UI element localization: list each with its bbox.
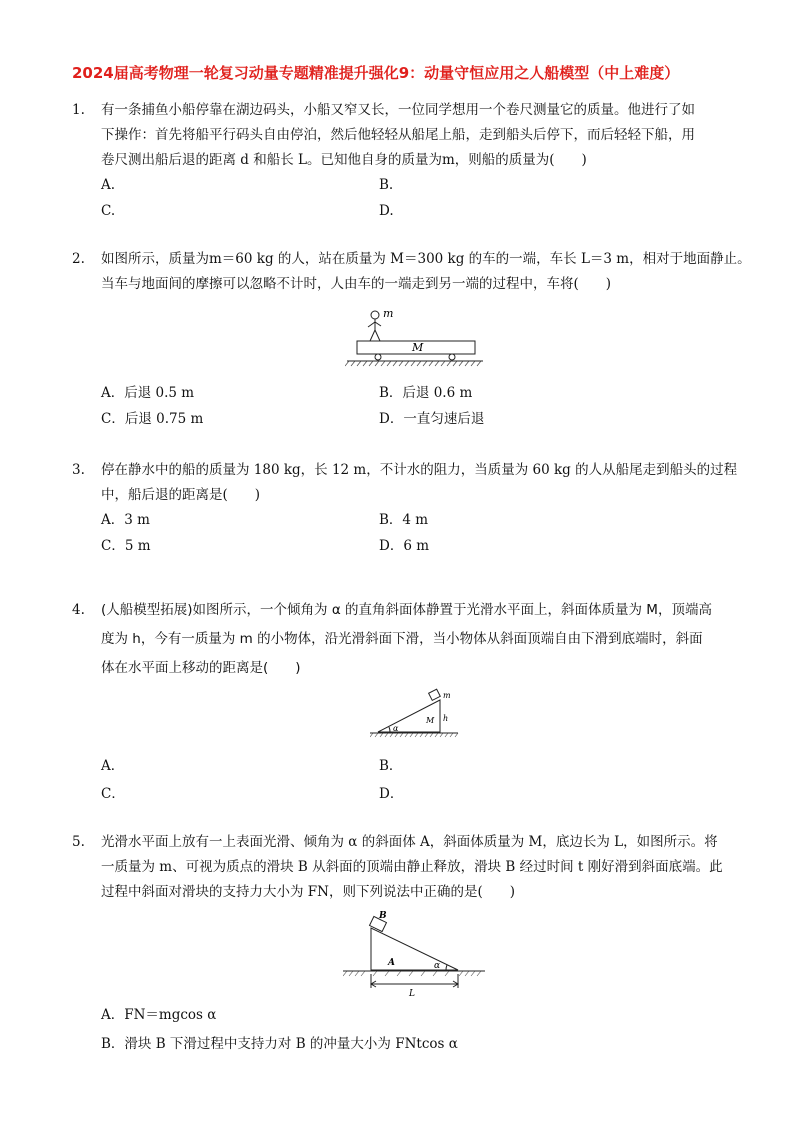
option-d: D.: [379, 203, 394, 219]
question-3: [72, 458, 752, 562]
options: [101, 508, 752, 562]
question-line: 光滑水平面上放有一上表面光滑、倾角为 α 的斜面体 A，斜面体质量为 M，底边长为 L，如图所示。将: [101, 834, 718, 850]
option-c: C．: [101, 786, 125, 802]
option-b: B．: [379, 758, 403, 774]
question-number: 1.: [72, 102, 85, 118]
question-number: 5.: [72, 834, 85, 850]
option-a: A．后退 0.5 m: [101, 385, 195, 401]
options: [101, 381, 752, 435]
option-d: D．: [379, 786, 404, 802]
question-line: 停在静水中的船的质量为 180 kg，长 12 m，不计水的阻力，当质量为 60 kg 的人从船尾走到船头的过程: [101, 462, 738, 478]
option-c: C．5 m: [101, 538, 151, 554]
question-2: [72, 247, 752, 297]
option-b: B．滑块 B 下滑过程中支持力对 B 的冲量大小为 FNtcos α: [101, 1036, 458, 1052]
label-A: A: [388, 958, 395, 968]
option-a: A．3 m: [101, 512, 150, 528]
question-2-options: [72, 381, 752, 435]
label-M: M: [412, 341, 424, 354]
question-5-options: [72, 1003, 752, 1057]
question-line: 卷尺测出船后退的距离 d 和船长 L。已知他自身的质量为m，则船的质量为( ): [101, 152, 587, 168]
option-d: D．6 m: [379, 538, 430, 554]
label-alpha: α: [393, 724, 399, 733]
label-B: B: [379, 911, 387, 921]
question-number: 3.: [72, 462, 85, 478]
label-L: L: [409, 989, 415, 998]
option-b: B.: [379, 177, 394, 193]
option-a: A．FN＝mgcos α: [101, 1007, 217, 1023]
option-c: C.: [101, 203, 116, 219]
question-line: 下操作：首先将船平行码头自由停泊，然后他轻轻从船尾上船，走到船头后停下，而后轻轻下船，用: [101, 127, 695, 143]
label-m: m: [383, 307, 394, 320]
label-M: M: [426, 716, 435, 725]
question-line: 一质量为 m、可视为质点的滑块 B 从斜面的顶端由静止释放，滑块 B 经过时间 t 刚好滑到斜面底端。此: [101, 859, 723, 875]
question-4: [72, 596, 752, 683]
label-h: h: [443, 714, 449, 723]
question-number: 4.: [72, 602, 85, 618]
options: [101, 173, 752, 227]
label-m: m: [443, 691, 451, 700]
label-alpha: α: [434, 961, 441, 971]
option-b: B．4 m: [379, 512, 429, 528]
option-b: B．后退 0.6 m: [379, 385, 473, 401]
option-c: C．后退 0.75 m: [101, 411, 204, 427]
question-line: 中，船后退的距离是( ): [101, 487, 261, 503]
options: [101, 754, 752, 814]
option-d: D．一直匀速后退: [379, 411, 485, 427]
question-4-options: [72, 754, 752, 814]
question-line: 度为 h，今有一质量为 m 的小物体，沿光滑斜面下滑，当小物体从斜面顶端自由下滑到底端时，斜面: [101, 631, 703, 647]
figure-incline-slider: [343, 910, 485, 998]
option-a: A．: [101, 758, 125, 774]
question-1: [72, 98, 752, 227]
question-line: 体在水平面上移动的距离是( ): [101, 660, 301, 676]
page-title: 2024届高考物理一轮复习动量专题精准提升强化9：动量守恒应用之人船模型（中上难度）: [72, 64, 680, 82]
question-5: [72, 830, 752, 905]
question-line: 如图所示，质量为m＝60 kg 的人，站在质量为 M＝300 kg 的车的一端，车长 L＝3 m，相对于地面静止。: [101, 251, 751, 267]
figure-incline-block: [370, 688, 460, 740]
option-a: A.: [101, 177, 116, 193]
question-line: 过程中斜面对滑块的支持力大小为 FN，则下列说法中正确的是( ): [101, 884, 516, 900]
question-line: 当车与地面间的摩擦可以忽略不计时，人由车的一端走到另一端的过程中，车将( ): [101, 276, 612, 292]
question-number: 2.: [72, 251, 85, 267]
question-line: 有一条捕鱼小船停靠在湖边码头，小船又窄又长，一位同学想用一个卷尺测量它的质量。他进行了如: [101, 102, 695, 118]
figure-person-on-cart: [345, 305, 485, 371]
question-line: (人船模型拓展)如图所示，一个倾角为 α 的直角斜面体静置于光滑水平面上，斜面体质量为 M，顶端高: [101, 602, 712, 618]
